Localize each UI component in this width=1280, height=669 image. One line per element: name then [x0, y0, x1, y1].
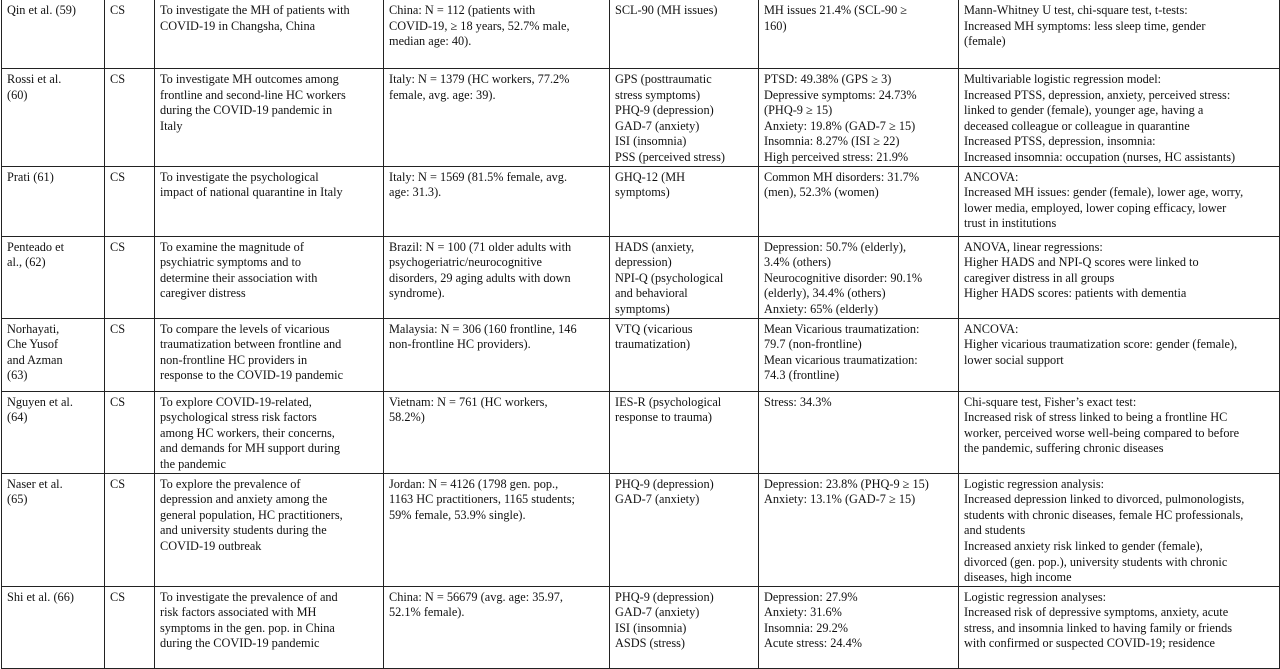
- cell-text-line: Mann-Whitney U test, chi-square test, t-tests:: [964, 3, 1188, 17]
- cell-text-line: risk factors associated with MH: [160, 605, 317, 620]
- sample-cell: [384, 586, 610, 668]
- analysis-cell: [959, 0, 1280, 69]
- table-row: [2, 166, 1280, 236]
- cell-text-line: 79.7 (non-frontline): [764, 337, 862, 352]
- cell-text-line: China: N = 56679 (avg. age: 35.97,: [389, 589, 563, 604]
- cell-text-line: (64): [7, 410, 28, 425]
- cell-text-line: the pandemic, suffering chronic diseases: [964, 441, 1164, 456]
- cell-text-line: symptoms in the gen. pop. in China: [160, 620, 335, 635]
- cell-text-line: divorced (gen. pop.), university students with chronic: [964, 554, 1228, 569]
- cell-text-line: PTSD: 49.38% (GPS ≥ 3): [764, 72, 892, 86]
- design-cell: [105, 318, 155, 391]
- cell-text-line: deceased colleague or colleague in quarantine: [964, 118, 1190, 133]
- cell-text-line: HADS (anxiety,: [615, 239, 695, 254]
- cell-text-line: Insomnia: 8.27% (ISI ≥ 22): [764, 134, 900, 149]
- cell-text-line: Anxiety: 31.6%: [764, 605, 842, 620]
- cell-text-line: al., (62): [7, 255, 46, 270]
- cell-text-line: Italy: N = 1569 (81.5% female, avg.: [389, 169, 568, 184]
- cell-text-line: NPI-Q (psychological: [615, 270, 724, 285]
- cell-text-line: ISI (insomnia): [615, 134, 687, 149]
- table-row: [2, 586, 1280, 668]
- sample-cell: [384, 391, 610, 473]
- table-row: [2, 473, 1280, 586]
- aim-cell: [155, 0, 384, 69]
- cell-text-line: caregiver distress: [160, 286, 246, 301]
- aim-cell: [155, 236, 384, 318]
- cell-text-line: the pandemic: [160, 456, 226, 471]
- cell-text-line: Higher vicarious traumatization score: gender (female),: [964, 337, 1238, 352]
- sample-cell: [384, 69, 610, 167]
- cell-text-line: Depression: 27.9%: [764, 589, 858, 604]
- sample-cell: [384, 166, 610, 236]
- cell-text-line: Insomnia: 29.2%: [764, 620, 849, 635]
- measures-cell: [610, 166, 759, 236]
- aim-cell: [155, 586, 384, 668]
- cell-text-line: 74.3 (frontline): [764, 368, 840, 383]
- cell-text-line: 1163 HC practitioners, 1165 students;: [389, 492, 575, 507]
- cell-text-line: China: N = 112 (patients with: [389, 3, 536, 17]
- cell-text-line: determine their association with: [160, 270, 318, 285]
- cell-text-line: CS: [110, 72, 126, 86]
- cell-text-line: caregiver distress in all groups: [964, 270, 1115, 285]
- cell-text-line: depression): [615, 255, 672, 270]
- cell-text-line: disorders, 29 aging adults with down: [389, 270, 571, 285]
- cell-text-line: Nguyen et al.: [7, 394, 73, 409]
- cell-text-line: Qin et al. (59): [7, 3, 76, 17]
- table-body: [2, 0, 1280, 668]
- cell-text-line: CS: [110, 239, 126, 254]
- study-cell: [2, 69, 105, 167]
- cell-text-line: traumatization between frontline and: [160, 337, 342, 352]
- cell-text-line: Italy: [160, 118, 183, 133]
- cell-text-line: CS: [110, 3, 126, 17]
- cell-text-line: CS: [110, 589, 126, 604]
- cell-text-line: SCL-90 (MH issues): [615, 3, 718, 17]
- cell-text-line: To compare the levels of vicarious: [160, 321, 330, 336]
- aim-cell: [155, 69, 384, 167]
- cell-text-line: stress symptoms): [615, 87, 701, 102]
- measures-cell: [610, 236, 759, 318]
- cell-text-line: median age: 40).: [389, 34, 472, 49]
- cell-text-line: Acute stress: 24.4%: [764, 636, 863, 651]
- measures-cell: [610, 0, 759, 69]
- prevalence-cell: [759, 391, 959, 473]
- cell-text-line: psychological stress risk factors: [160, 410, 317, 425]
- cell-text-line: GAD-7 (anxiety): [615, 492, 700, 507]
- analysis-cell: [959, 391, 1280, 473]
- cell-text-line: COVID-19 in Changsha, China: [160, 18, 316, 33]
- cell-text-line: and Azman: [7, 352, 63, 367]
- cell-text-line: non-frontline HC providers in: [160, 352, 308, 367]
- cell-text-line: stress, and insomnia linked to having family or friends: [964, 620, 1233, 635]
- cell-text-line: Penteado et: [7, 239, 65, 254]
- cell-text-line: Logistic regression analysis:: [964, 476, 1105, 491]
- cell-text-line: GAD-7 (anxiety): [615, 118, 700, 133]
- studies-table: [1, 0, 1280, 669]
- design-cell: [105, 586, 155, 668]
- cell-text-line: Common MH disorders: 31.7%: [764, 169, 920, 184]
- aim-cell: [155, 391, 384, 473]
- cell-text-line: Higher HADS scores: patients with dementia: [964, 286, 1187, 301]
- cell-text-line: among HC workers, their concerns,: [160, 425, 335, 440]
- table-row: [2, 391, 1280, 473]
- cell-text-line: ANOVA, linear regressions:: [964, 239, 1103, 254]
- analysis-cell: [959, 473, 1280, 586]
- study-cell: [2, 473, 105, 586]
- cell-text-line: and behavioral: [615, 286, 688, 301]
- aim-cell: [155, 318, 384, 391]
- cell-text-line: Chi-square test, Fisher’s exact test:: [964, 394, 1137, 409]
- cell-text-line: Logistic regression analyses:: [964, 589, 1107, 604]
- cell-text-line: linked to gender (female), younger age, having a: [964, 103, 1204, 118]
- cell-text-line: CS: [110, 169, 126, 184]
- cell-text-line: depression and anxiety among the: [160, 492, 328, 507]
- cell-text-line: Increased MH issues: gender (female), lower age, worry,: [964, 185, 1244, 200]
- cell-text-line: PHQ-9 (depression): [615, 476, 714, 491]
- cell-text-line: during the COVID-19 pandemic: [160, 636, 320, 651]
- prevalence-cell: [759, 166, 959, 236]
- cell-text-line: syndrome).: [389, 286, 445, 301]
- cell-text-line: Rossi et al.: [7, 72, 62, 86]
- measures-cell: [610, 69, 759, 167]
- measures-cell: [610, 391, 759, 473]
- cell-text-line: ANCOVA:: [964, 169, 1019, 184]
- analysis-cell: [959, 236, 1280, 318]
- table-row: [2, 236, 1280, 318]
- cell-text-line: 160): [764, 18, 787, 33]
- cell-text-line: Increased PTSS, depression, anxiety, perceived stress:: [964, 87, 1231, 102]
- study-cell: [2, 586, 105, 668]
- cell-text-line: CS: [110, 394, 126, 409]
- cell-text-line: (elderly), 34.4% (others): [764, 286, 886, 301]
- cell-text-line: High perceived stress: 21.9%: [764, 149, 909, 164]
- table-row: [2, 0, 1280, 69]
- cell-text-line: Neurocognitive disorder: 90.1%: [764, 270, 923, 285]
- cell-text-line: PHQ-9 (depression): [615, 103, 714, 118]
- cell-text-line: Naser et al.: [7, 476, 63, 491]
- analysis-cell: [959, 69, 1280, 167]
- prevalence-cell: [759, 0, 959, 69]
- cell-text-line: Multivariable logistic regression model:: [964, 72, 1162, 86]
- cell-text-line: Italy: N = 1379 (HC workers, 77.2%: [389, 72, 570, 86]
- cell-text-line: worker, perceived worse well-being compared to before: [964, 425, 1240, 440]
- cell-text-line: response to the COVID-19 pandemic: [160, 368, 344, 383]
- cell-text-line: and students: [964, 523, 1026, 538]
- cell-text-line: symptoms): [615, 301, 670, 316]
- cell-text-line: 58.2%): [389, 410, 425, 425]
- cell-text-line: To investigate the MH of patients with: [160, 3, 350, 17]
- cell-text-line: Increased risk of stress linked to being a frontline HC: [964, 410, 1228, 425]
- cell-text-line: (female): [964, 34, 1006, 49]
- cell-text-line: GHQ-12 (MH: [615, 169, 686, 184]
- cell-text-line: Increased insomnia: occupation (nurses, HC assistants): [964, 149, 1236, 164]
- cell-text-line: PHQ-9 (depression): [615, 589, 714, 604]
- design-cell: [105, 391, 155, 473]
- cell-text-line: Jordan: N = 4126 (1798 gen. pop.,: [389, 476, 559, 491]
- study-cell: [2, 0, 105, 69]
- cell-text-line: Norhayati,: [7, 321, 60, 336]
- cell-text-line: lower social support: [964, 352, 1064, 367]
- cell-text-line: To investigate the prevalence of and: [160, 589, 338, 604]
- prevalence-cell: [759, 473, 959, 586]
- cell-text-line: GPS (posttraumatic: [615, 72, 712, 86]
- cell-text-line: female, avg. age: 39).: [389, 87, 496, 102]
- table-row: [2, 318, 1280, 391]
- cell-text-line: (65): [7, 492, 28, 507]
- cell-text-line: MH issues 21.4% (SCL-90 ≥: [764, 3, 908, 17]
- cell-text-line: age: 31.3).: [389, 185, 442, 200]
- design-cell: [105, 69, 155, 167]
- sample-cell: [384, 0, 610, 69]
- cell-text-line: Brazil: N = 100 (71 older adults with: [389, 239, 572, 254]
- cell-text-line: diseases, high income: [964, 570, 1072, 585]
- cell-text-line: (PHQ-9 ≥ 15): [764, 103, 833, 118]
- cell-text-line: Increased MH symptoms: less sleep time, gender: [964, 18, 1206, 33]
- design-cell: [105, 166, 155, 236]
- study-cell: [2, 166, 105, 236]
- cell-text-line: Stress: 34.3%: [764, 394, 832, 409]
- analysis-cell: [959, 318, 1280, 391]
- cell-text-line: Mean vicarious traumatization:: [764, 352, 918, 367]
- cell-text-line: Prati (61): [7, 169, 54, 184]
- cell-text-line: Anxiety: 65% (elderly): [764, 301, 879, 316]
- cell-text-line: lower media, employed, lower coping efficacy, lower: [964, 200, 1227, 215]
- study-cell: [2, 318, 105, 391]
- sample-cell: [384, 473, 610, 586]
- sample-cell: [384, 236, 610, 318]
- cell-text-line: and university students during the: [160, 523, 327, 538]
- measures-cell: [610, 473, 759, 586]
- measures-cell: [610, 586, 759, 668]
- cell-text-line: Anxiety: 19.8% (GAD-7 ≥ 15): [764, 118, 916, 133]
- cell-text-line: To examine the magnitude of: [160, 239, 304, 254]
- cell-text-line: (63): [7, 368, 28, 383]
- cell-text-line: impact of national quarantine in Italy: [160, 185, 343, 200]
- prevalence-cell: [759, 318, 959, 391]
- cell-text-line: CS: [110, 476, 126, 491]
- cell-text-line: Mean Vicarious traumatization:: [764, 321, 920, 336]
- cell-text-line: Increased anxiety risk linked to gender (female),: [964, 538, 1203, 553]
- cell-text-line: during the COVID-19 pandemic in: [160, 103, 333, 118]
- cell-text-line: students with chronic diseases, female HC professionals,: [964, 507, 1244, 522]
- cell-text-line: Anxiety: 13.1% (GAD-7 ≥ 15): [764, 492, 916, 507]
- cell-text-line: Malaysia: N = 306 (160 frontline, 146: [389, 321, 577, 336]
- cell-text-line: Higher HADS and NPI-Q scores were linked to: [964, 255, 1199, 270]
- cell-text-line: Increased depression linked to divorced, pulmonologists,: [964, 492, 1245, 507]
- cell-text-line: To explore COVID-19-related,: [160, 394, 312, 409]
- cell-text-line: To investigate the psychological: [160, 169, 319, 184]
- cell-text-line: psychiatric symptoms and to: [160, 255, 302, 270]
- cell-text-line: To explore the prevalence of: [160, 476, 301, 491]
- cell-text-line: symptoms): [615, 185, 670, 200]
- cell-text-line: 52.1% female).: [389, 605, 465, 620]
- cell-text-line: Increased risk of depressive symptoms, anxiety, acute: [964, 605, 1229, 620]
- cell-text-line: and demands for MH support during: [160, 441, 340, 456]
- cell-text-line: VTQ (vicarious: [615, 321, 693, 336]
- aim-cell: [155, 166, 384, 236]
- cell-text-line: CS: [110, 321, 126, 336]
- analysis-cell: [959, 586, 1280, 668]
- cell-text-line: 59% female, 53.9% single).: [389, 507, 526, 522]
- cell-text-line: (60): [7, 87, 28, 102]
- cell-text-line: general population, HC practitioners,: [160, 507, 343, 522]
- cell-text-line: Vietnam: N = 761 (HC workers,: [389, 394, 548, 409]
- aim-cell: [155, 473, 384, 586]
- prevalence-cell: [759, 69, 959, 167]
- cell-text-line: with confirmed or suspected COVID-19; residence: [964, 636, 1215, 651]
- cell-text-line: trust in institutions: [964, 216, 1057, 231]
- prevalence-cell: [759, 236, 959, 318]
- cell-text-line: ASDS (stress): [615, 636, 686, 651]
- cell-text-line: COVID-19 outbreak: [160, 538, 262, 553]
- sample-cell: [384, 318, 610, 391]
- cell-text-line: GAD-7 (anxiety): [615, 605, 700, 620]
- prevalence-cell: [759, 586, 959, 668]
- cell-text-line: non-frontline HC providers).: [389, 337, 531, 352]
- cell-text-line: COVID-19, ≥ 18 years, 52.7% male,: [389, 18, 570, 33]
- cell-text-line: Shi et al. (66): [7, 589, 74, 604]
- cell-text-line: 3.4% (others): [764, 255, 831, 270]
- cell-text-line: Depression: 23.8% (PHQ-9 ≥ 15): [764, 476, 929, 491]
- study-cell: [2, 236, 105, 318]
- table-row: [2, 69, 1280, 167]
- cell-text-line: Depression: 50.7% (elderly),: [764, 239, 907, 254]
- cell-text-line: Che Yusof: [7, 337, 59, 352]
- cell-text-line: psychogeriatric/neurocognitive: [389, 255, 542, 270]
- study-cell: [2, 391, 105, 473]
- cell-text-line: Increased PTSS, depression, insomnia:: [964, 134, 1156, 149]
- design-cell: [105, 236, 155, 318]
- cell-text-line: response to trauma): [615, 410, 712, 425]
- cell-text-line: To investigate MH outcomes among: [160, 72, 339, 86]
- cell-text-line: IES-R (psychological: [615, 394, 722, 409]
- cell-text-line: traumatization): [615, 337, 691, 352]
- cell-text-line: (men), 52.3% (women): [764, 185, 879, 200]
- design-cell: [105, 0, 155, 69]
- design-cell: [105, 473, 155, 586]
- cell-text-line: PSS (perceived stress): [615, 149, 725, 164]
- cell-text-line: Depressive symptoms: 24.73%: [764, 87, 917, 102]
- cell-text-line: frontline and second-line HC workers: [160, 87, 346, 102]
- cell-text-line: ISI (insomnia): [615, 620, 687, 635]
- analysis-cell: [959, 166, 1280, 236]
- cell-text-line: ANCOVA:: [964, 321, 1019, 336]
- measures-cell: [610, 318, 759, 391]
